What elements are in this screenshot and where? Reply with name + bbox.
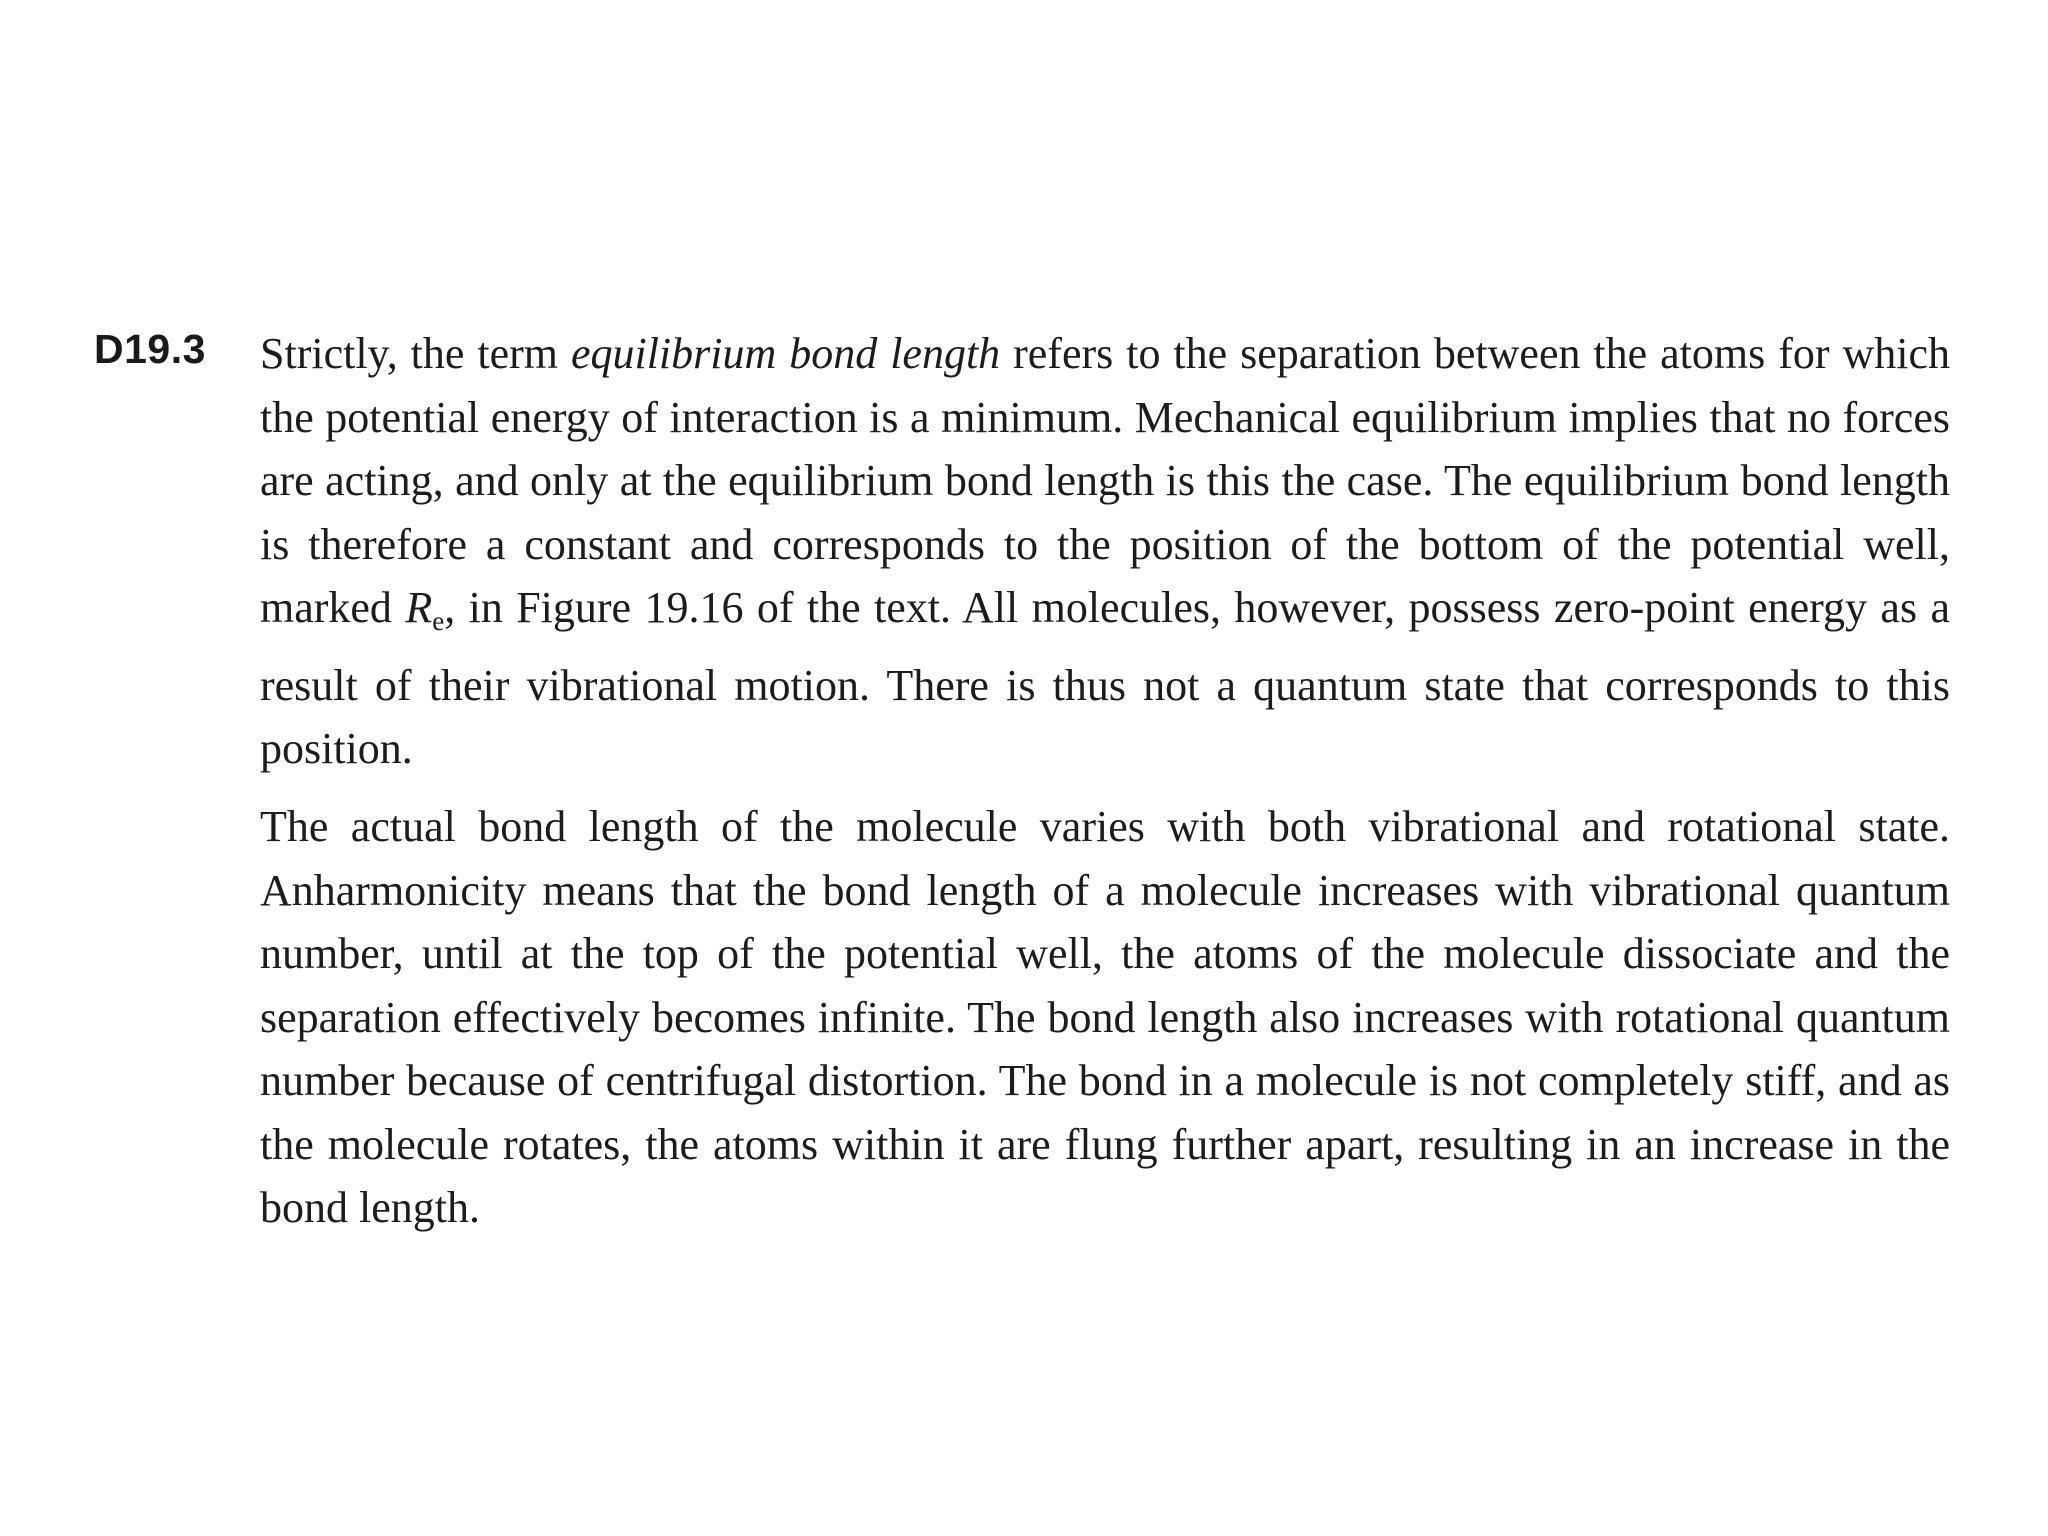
answer-paragraph-1 xyxy=(260,322,1950,781)
paragraph-1-part-a: refers to the separation between the atoms for which the potential energy of interaction is a minimum. Mechanical equilibrium implies that no forces are acting, and only at the equilibrium bond length is this the case. The equilibrium bond length is therefore a constant and corresponds to the position of the bottom of the potential well, marked xyxy=(260,329,1950,632)
paragraph-1-lead: Strictly, the term xyxy=(260,329,571,378)
paragraph-1-part-b: , in Figure 19.16 of the text. All molecules, however, possess zero-point energy as a result of their vibrational motion. There is thus not a quantum state that corresponds to this position. xyxy=(260,583,1950,773)
problem-number-label: D19.3 xyxy=(94,326,206,372)
symbol-subscript: e xyxy=(432,606,445,636)
answer-paragraph-2: The actual bond length of the molecule varies with both vibrational and rotational state. Anharmonicity means that the bond length of a molecule increases with vibrational quantum number, until at the top of the potential well, the atoms of the molecule dissociate and the separation effectively becomes infinite. The bond length also increases with rotational quantum number because of centrifugal distortion. The bond in a molecule is not completely stiff, and as the molecule rotates, the atoms within it are flung further apart, resulting in an increase in the bond length. xyxy=(260,802,1950,1232)
italic-term: equilibrium bond length xyxy=(570,329,1001,378)
symbol-R: R xyxy=(405,583,433,632)
